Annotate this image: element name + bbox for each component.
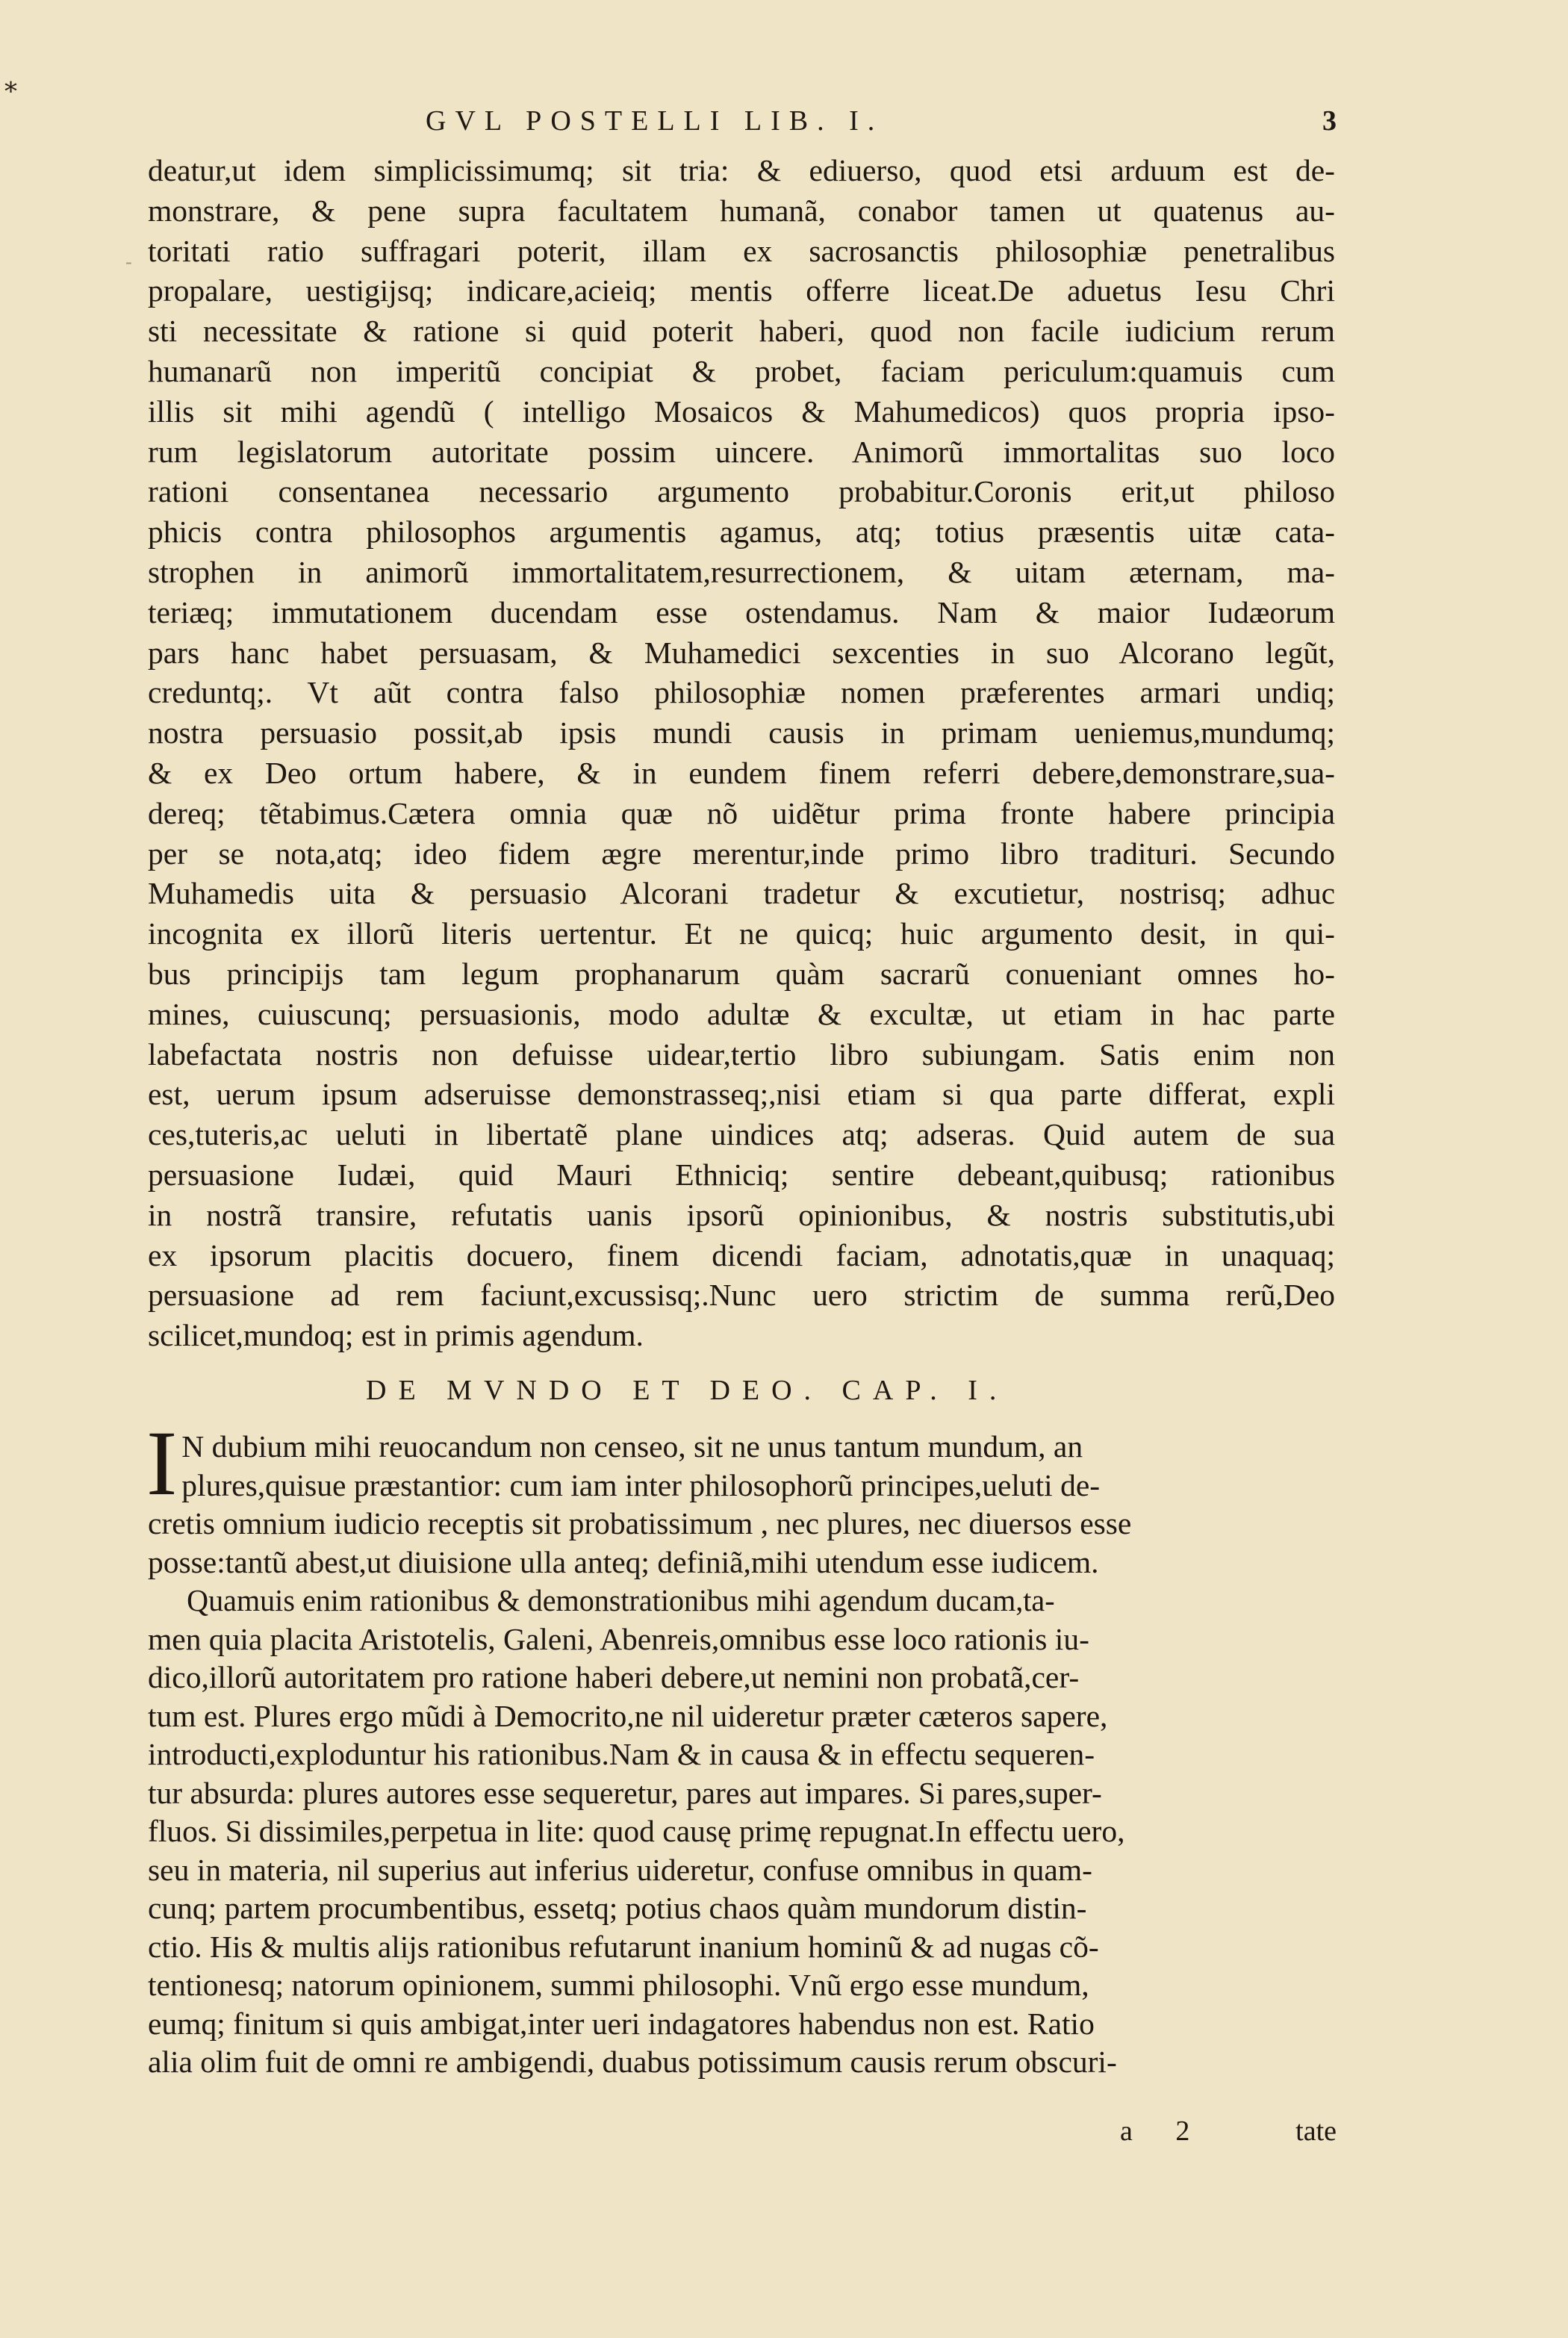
text-line: & ex Deo ortum habere, & in eundem finem referri debere,demonstrare,sua-	[148, 755, 1335, 790]
chapter-line: fluos. Si dissimiles,perpetua in lite: quod causę primę repugnat.In effectu uero,	[148, 1814, 1125, 1848]
text-line: toritati ratio suffragari poterit, illam ex sacrosanctis philosophiæ penetralibus	[148, 233, 1335, 268]
text-line: sti necessitate & ratione si quid poterit haberi, quod non facile iudicium rerum	[148, 314, 1335, 349]
chapter-line: cretis omnium iudicio receptis sit probatissimum , nec plures, nec diuersos esse	[148, 1506, 1132, 1540]
folio-number: 3	[1322, 105, 1337, 137]
text-line: nostra persuasio possit,ab ipsis mundi causis in primam ueniemus,mundumq;	[148, 715, 1335, 750]
text-line: rationi consentanea necessario argumento probabitur.Coronis erit,ut philoso	[148, 474, 1335, 509]
chapter-line: eumq; finitum si quis ambigat,inter ueri indagatores habendus non est. Ratio	[148, 2006, 1095, 2041]
text-line: incognita ex illorũ literis uertentur. Et ne quicq; huic argumento desit, in qui-	[148, 916, 1335, 951]
text-line: dereq; tẽtabimus.Cætera omnia quæ nõ uidẽtur prima fronte habere principia	[148, 795, 1335, 830]
chapter-line: men quia placita Aristotelis, Galeni, Abenreis,omnibus esse loco rationis iu-	[148, 1621, 1089, 1656]
text-line: in nostrã transire, refutatis uanis ipsorũ opinionibus, & nostris substitutis,ubi	[148, 1197, 1335, 1232]
chapter-line: ctio. His & multis alijs rationibus refutarunt inanium hominũ & ad nugas cõ-	[148, 1929, 1099, 1964]
text-line: teriæq; immutationem ducendam esse ostendamus. Nam & maior Iudæorum	[148, 594, 1335, 629]
drop-cap-initial: I	[146, 1412, 178, 1514]
text-line: strophen in animorũ immortalitatem,resurrectionem, & uitam æternam, ma-	[148, 554, 1335, 589]
text-line: labefactata nostris non defuisse uidear,tertio libro subiungam. Satis enim non	[148, 1036, 1335, 1072]
text-line: persuasione Iudæi, quid Mauri Ethniciq; sentire debeant,quibusq; rationibus	[148, 1157, 1335, 1192]
page-header	[149, 105, 1337, 149]
chapter-text-block	[146, 1412, 1335, 2082]
text-line: per se nota,atq; ideo fidem ægre merentur,inde primo libro tradituri. Secundo	[148, 836, 1335, 871]
running-head: GVL POSTELLI LIB. I.	[426, 105, 884, 137]
chapter-line: posse:tantũ abest,ut diuisione ulla anteq; definiã,mihi utendum esse iudicem.	[148, 1544, 1099, 1579]
signature-mark: a 2	[1120, 2115, 1208, 2147]
margin-marker: ⁎	[4, 70, 17, 98]
chapter-line: alia olim fuit de omni re ambigendi, duabus potissimum causis rerum obscuri-	[148, 2045, 1117, 2079]
chapter-heading: DE MVNDO ET DEO. CAP. I.	[366, 1375, 1009, 1406]
chapter-line: cunq; partem procumbentibus, essetq; potius chaos quàm mundorum distin-	[148, 1891, 1087, 1925]
text-line: est, uerum ipsum adseruisse demonstrasseq;,nisi etiam si qua parte differat, expli	[148, 1077, 1335, 1112]
chapter-line: tur absurda: plures autores esse sequeretur, pares aut impares. Si pares,super-	[148, 1775, 1102, 1810]
text-line: ces,tuteris,ac ueluti in libertatẽ plane uindices atq; adseras. Quid autem de sua	[148, 1117, 1335, 1152]
chapter-line: Quamuis enim rationibus & demonstrationibus mihi agendum ducam,ta-	[187, 1583, 1055, 1617]
chapter-line: tentionesq; natorum opinionem, summi philosophi. Vnũ ergo esse mundum,	[148, 1968, 1089, 2002]
text-line: bus principijs tam legum prophanarum quàm sacrarũ conueniant omnes ho-	[148, 956, 1335, 991]
text-line: phicis contra philosophos argumentis agamus, atq; totius præsentis uitæ cata-	[148, 514, 1335, 550]
chapter-line: N dubium mihi reuocandum non censeo, sit ne unus tantum mundum, an	[181, 1429, 1083, 1464]
text-line: ex ipsorum placitis docuero, finem dicendi faciam, adnotatis,quæ in unaquaq;	[148, 1237, 1335, 1272]
chapter-line: tum est. Plures ergo mũdi à Democrito,ne nil uideretur præter cæteros sapere,	[148, 1698, 1108, 1733]
chapter-line: introducti,exploduntur his rationibus.Nam & in causa & in effectu sequeren-	[148, 1737, 1095, 1771]
text-line: Muhamedis uita & persuasio Alcorani tradetur & excutietur, nostrisq; adhuc	[148, 876, 1335, 911]
text-line: illis sit mihi agendũ ( intelligo Mosaicos & Mahumedicos) quos propria ipso-	[148, 394, 1335, 429]
text-line: humanarũ non imperitũ concipiat & probet, faciam periculum:quamuis cum	[148, 353, 1335, 388]
text-line: scilicet,mundoq; est in primis agendum.	[148, 1318, 644, 1353]
text-line: propalare, uestigijsq; indicare,acieiq; mentis offerre liceat.De aduetus Iesu Chri	[148, 273, 1335, 308]
main-text-block	[148, 151, 1335, 1356]
text-line: pars hanc habet persuasam, & Muhamedici sexcenties in suo Alcorano legũt,	[148, 635, 1335, 670]
text-line: rum legislatorum autoritate possim uincere. Animorũ immortalitas suo loco	[148, 434, 1335, 469]
text-line: persuasione ad rem faciunt,excussisq;.Nunc uero strictim de summa rerũ,Deo	[148, 1278, 1335, 1313]
text-line: creduntq;. Vt aũt contra falso philosophiæ nomen præferentes armari undiq;	[148, 675, 1335, 710]
text-line: mines, cuiuscunq; persuasionis, modo adultæ & excultæ, ut etiam in hac parte	[148, 996, 1335, 1031]
text-line: monstrare, & pene supra facultatem humanã, conabor tamen ut quatenus au-	[148, 193, 1335, 228]
catchword: tate	[1295, 2115, 1337, 2147]
chapter-line: plures,quisue præstantior: cum iam inter philosophorũ principes,ueluti de-	[181, 1467, 1101, 1502]
margin-dash: -	[125, 251, 132, 273]
chapter-line: dico,illorũ autoritatem pro ratione haberi debere,ut nemini non probatã,cer-	[148, 1660, 1080, 1694]
chapter-line: seu in materia, nil superius aut inferius uideretur, confuse omnibus in quam-	[148, 1852, 1092, 1887]
text-line: deatur,ut idem simplicissimumq; sit tria: & ediuerso, quod etsi arduum est de-	[148, 153, 1335, 187]
